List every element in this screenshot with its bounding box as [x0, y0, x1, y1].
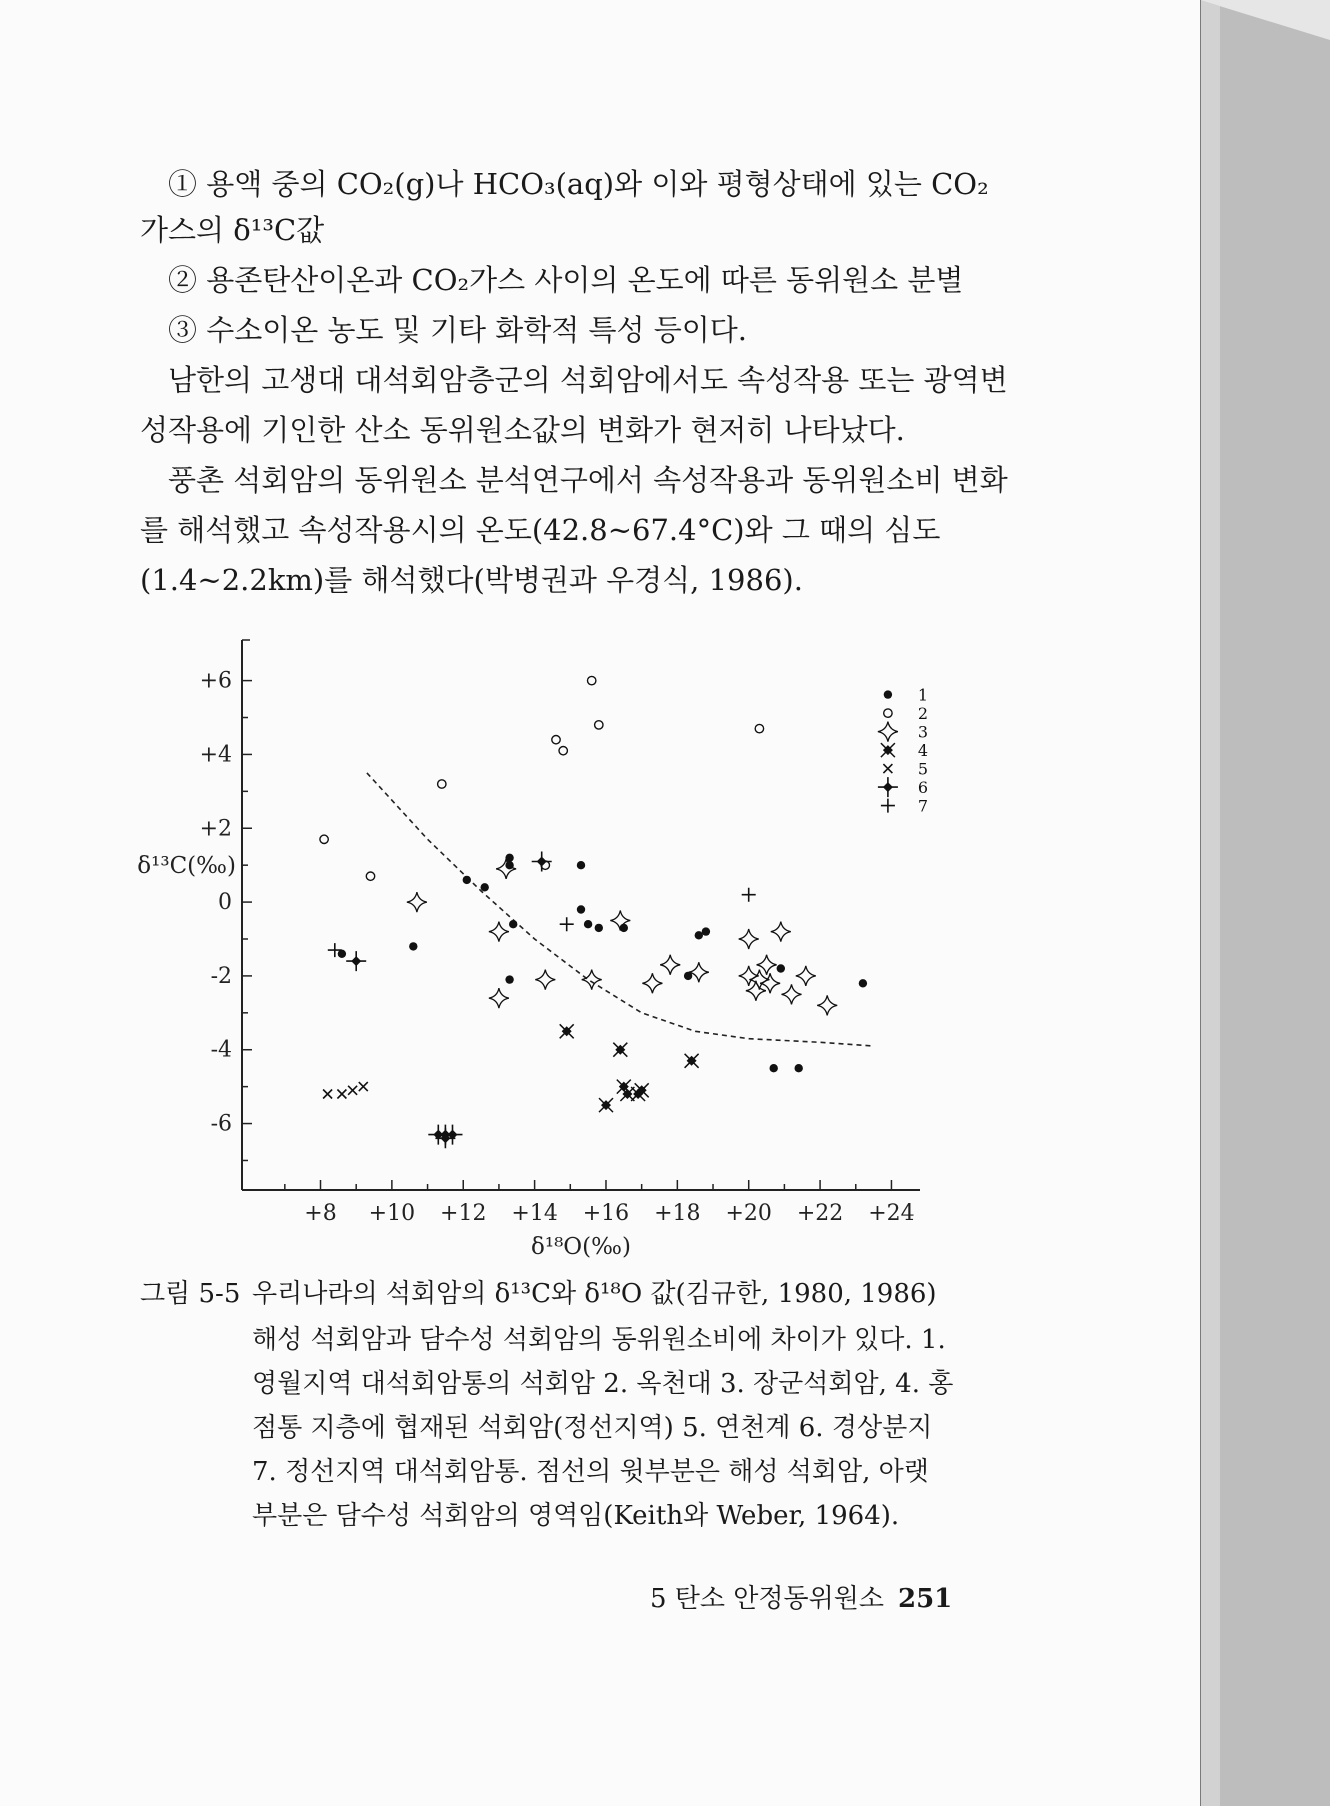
caption-line: 해성 석회암과 담수성 석회암의 동위원소비에 차이가 있다. 1. [252, 1325, 946, 1355]
x-tick-label: +8 [304, 1201, 337, 1226]
figure-caption-label: 그림 5-5 [140, 1279, 241, 1309]
legend-symbol-6 [878, 777, 898, 797]
isotope-scatter-chart [137, 620, 1010, 1260]
y-tick-label: +2 [199, 816, 232, 842]
text-line: ② 용존탄산이온과 CO₂가스 사이의 온도에 따른 동위원소 분별 [168, 263, 964, 297]
figure-caption-title: 우리나라의 석회암의 δ¹³C와 δ¹⁸O 값(김규한, 1980, 1986) [252, 1279, 937, 1309]
marine-freshwater-boundary [367, 773, 874, 1046]
caption-line: 점통 지층에 협재된 석회암(정선지역) 5. 연천계 6. 경상분지 [252, 1413, 933, 1443]
data-point-series-1 [584, 920, 592, 928]
legend-symbol-4 [881, 743, 895, 757]
legend-label: 1 [917, 685, 929, 705]
y-tick-label: -6 [210, 1111, 232, 1137]
data-point-series-4 [685, 1054, 699, 1068]
y-tick-label: +6 [199, 668, 232, 694]
x-tick-label: +24 [868, 1201, 915, 1226]
data-point-series-2 [559, 747, 567, 755]
data-point-series-3 [817, 995, 837, 1015]
y-tick-label: -4 [210, 1037, 232, 1063]
data-point-series-1 [859, 979, 867, 987]
x-tick-label: +20 [725, 1201, 772, 1226]
data-point-series-3 [489, 922, 509, 942]
data-point-series-1 [577, 905, 585, 913]
data-point-series-1 [770, 1064, 778, 1072]
page-footer [650, 1578, 952, 1615]
text-line: 남한의 고생대 대석회암층군의 석회암에서도 속성작용 또는 광역변 [168, 363, 1008, 397]
legend-label: 6 [917, 778, 929, 798]
data-point-series-3 [642, 973, 662, 993]
page-number: 251 [898, 1584, 953, 1614]
y-tick-label: -2 [210, 963, 232, 989]
x-tick-label: +10 [368, 1201, 416, 1226]
legend-label: 4 [917, 741, 929, 761]
text-line: 성작용에 기인한 산소 동위원소값의 변화가 현저히 나타났다. [140, 413, 905, 447]
data-point-series-1 [409, 942, 417, 950]
data-point-series-4 [635, 1083, 649, 1097]
data-point-series-7 [560, 917, 574, 931]
data-point-series-1 [509, 920, 517, 928]
legend-symbol-2 [884, 709, 892, 717]
data-point-series-1 [505, 975, 513, 983]
text-line: 를 해석했고 속성작용시의 온도(42.8~67.4°C)와 그 때의 심도 [140, 513, 941, 547]
data-point-series-2 [366, 872, 374, 880]
legend-symbol-7 [881, 799, 895, 813]
data-point-series-1 [595, 924, 603, 932]
text-line: (1.4~2.2km)를 해석했다(박병권과 우경식, 1986). [140, 563, 803, 597]
x-tick-label: +12 [440, 1201, 487, 1226]
data-point-series-3 [489, 988, 509, 1008]
data-point-series-1 [777, 964, 785, 972]
caption-line: 부분은 담수성 석회암의 영역임(Keith와 Weber, 1964). [252, 1501, 900, 1531]
x-tick-label: +14 [511, 1201, 558, 1226]
data-point-series-1 [795, 1064, 803, 1072]
data-point-series-2 [320, 835, 328, 843]
x-axis-title: δ¹⁸O(‰) [531, 1234, 631, 1260]
legend-symbol-5 [883, 764, 892, 773]
legend-symbol-3 [878, 722, 898, 742]
data-point-series-5 [348, 1086, 357, 1095]
text-line: ③ 수소이온 농도 및 기타 화학적 특성 등이다. [168, 313, 747, 347]
data-point-series-3 [796, 966, 816, 986]
legend-label: 3 [917, 722, 929, 742]
text-line: 가스의 δ¹³C값 [140, 213, 325, 247]
data-point-series-3 [496, 859, 516, 879]
legend-label: 7 [917, 796, 929, 816]
y-tick-label: 0 [218, 890, 232, 916]
data-point-series-7 [742, 888, 756, 902]
data-point-series-1 [463, 876, 471, 884]
data-point-series-1 [702, 927, 710, 935]
text-line: ① 용액 중의 CO₂(g)나 HCO₃(aq)와 이와 평형상태에 있는 CO₂ [168, 167, 989, 201]
data-point-series-3 [535, 970, 555, 990]
y-axis-title: δ¹³C(‰) [137, 853, 236, 880]
caption-line: 7. 정선지역 대석회암통. 점선의 윗부분은 해성 석회암, 아랫 [252, 1457, 929, 1487]
data-point-series-3 [660, 955, 680, 975]
data-point-series-1 [481, 883, 489, 891]
data-point-series-1 [577, 861, 585, 869]
data-point-series-6 [346, 951, 366, 971]
data-point-series-2 [438, 780, 446, 788]
chapter-title: 5 탄소 안정동위원소 [650, 1584, 884, 1614]
data-point-series-3 [689, 962, 709, 982]
text-line: 풍촌 석회암의 동위원소 분석연구에서 속성작용과 동위원소비 변화 [168, 463, 1008, 497]
data-point-series-5 [359, 1082, 368, 1091]
data-point-series-3 [407, 892, 427, 912]
x-tick-label: +22 [796, 1201, 844, 1226]
legend-symbol-1 [884, 690, 892, 698]
data-point-series-4 [560, 1024, 574, 1038]
data-point-series-1 [695, 931, 703, 939]
x-tick-label: +16 [582, 1201, 630, 1226]
data-point-series-3 [771, 922, 791, 942]
legend-label: 2 [917, 704, 929, 724]
legend-label: 5 [917, 759, 929, 779]
data-point-series-4 [599, 1098, 613, 1112]
data-point-series-5 [337, 1090, 346, 1099]
x-tick-label: +18 [654, 1201, 701, 1226]
data-point-series-2 [755, 724, 763, 732]
data-point-series-4 [613, 1043, 627, 1057]
data-point-series-2 [588, 676, 596, 684]
data-point-series-2 [552, 736, 560, 744]
caption-line: 영월지역 대석회암통의 석회암 2. 옥천대 3. 장군석회암, 4. 홍 [252, 1369, 954, 1399]
data-point-series-2 [595, 721, 603, 729]
data-point-series-5 [323, 1090, 332, 1099]
data-point-series-3 [739, 929, 759, 949]
data-point-series-3 [782, 984, 802, 1004]
y-tick-label: +4 [199, 742, 232, 768]
